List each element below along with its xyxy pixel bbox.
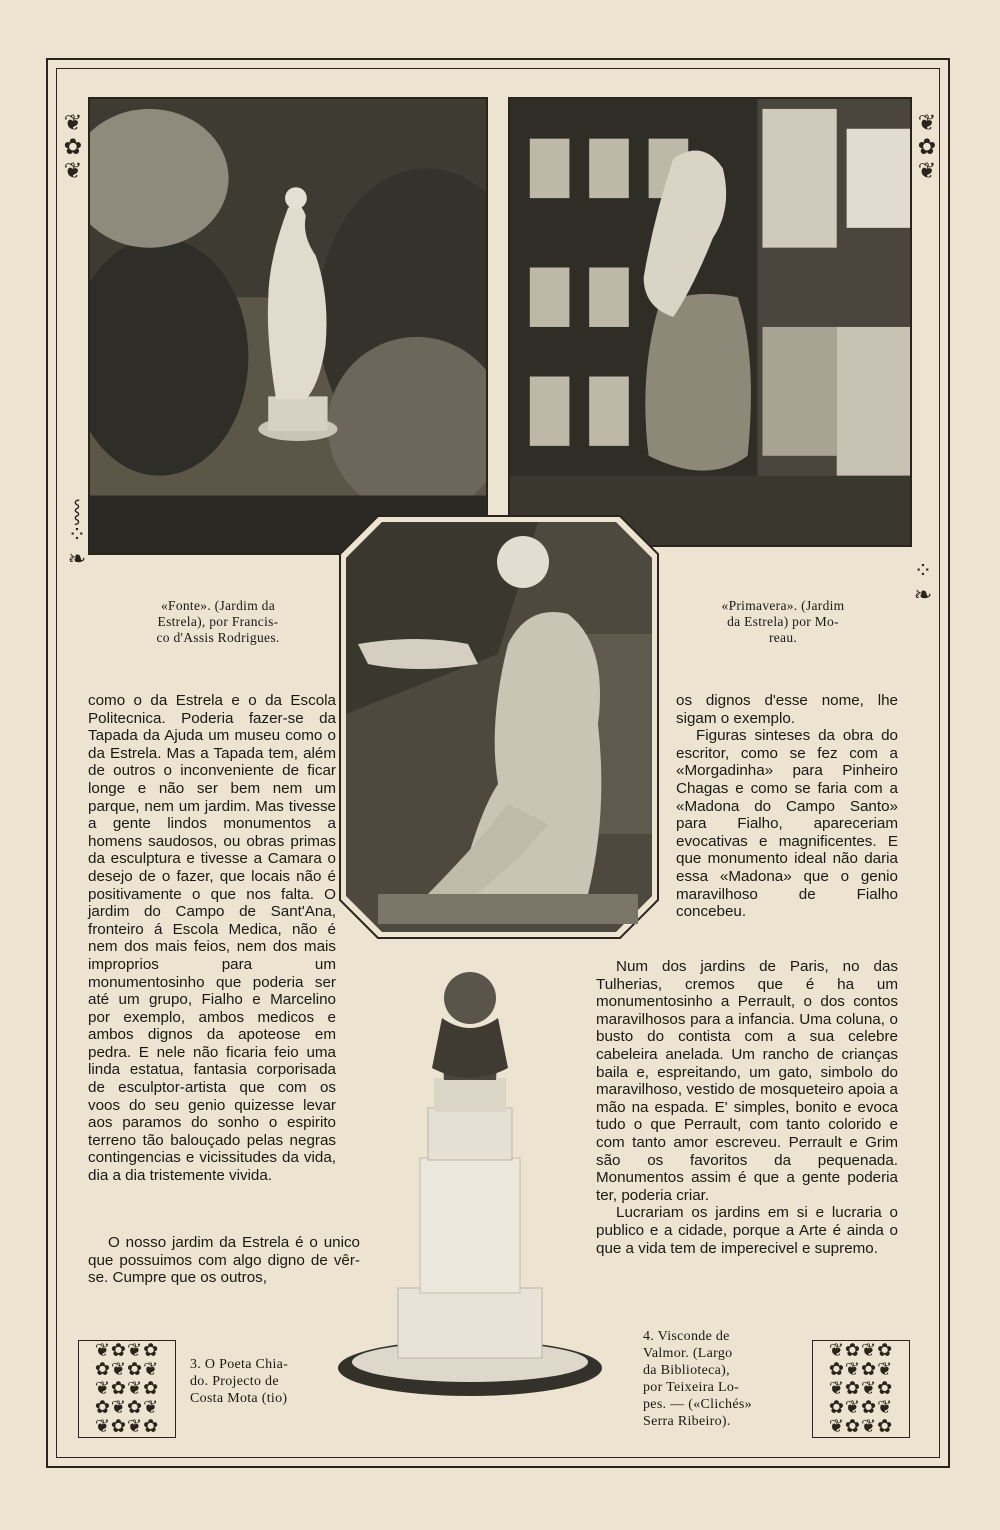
caption-line: Valmor. (Largo [643,1346,733,1361]
article-paragraph: Num dos jardins de Paris, no das Tulherias, cremos que é ha um monumentosinho a Perrault, o dos contos maravilhosos para a infancia. Uma coluna, o busto do contista com a sua celebre cabeleira anelada. Um rancho de crianças baila e, espreitando, um gato, simbolo do maravilhoso, vestido de mosqueteiro apoia a mão na espada. E' simples, bonito e evoca tudo o que Perrault, com tanto colorido e com tanto amor escreveu. Perrault e Grim são os favoritos da pequenada. Monumentos assim é que a gente poderia ter, poderia criar. [596,958,898,1204]
caption-primavera [678,598,888,646]
vine-ornament-icon: ⸾ ⁘ ❧ [67,499,87,572]
caption-valmor [643,1328,803,1430]
caption-line: do. Projecto de [190,1374,279,1389]
caption-line: Serra Ribeiro). [643,1414,731,1429]
caption-chiado [190,1356,325,1407]
caption-line: da Biblioteca), [643,1363,730,1378]
floral-ornament-icon: ❦ ✿ ❦ [63,111,83,184]
article-paragraph: como o da Estrela e o da Escola Politecnica. Poderia fazer-se da Tapada da Ajuda um museu como o da Estrela. Mas a Tapada tem, além de outros o inconveniente de ficar longe e não ser bem nem um parque, nem um jardim. Mas tivesse a gente lindos monumentos a homens saudosos, ou obras primas da esculptura e tivesse a Camara o desejo de o fazer, que locais não é positivamente o que nos falta. O jardim do Campo de Sant'Ana, fronteiro á Escola Medica, não é nem dos mais feios, nem dos mais improprios para um monumentosinho que poderia ser até um grupo, Fialho e Marcelino por exemplo, ambos medicos e ambos dignos da apoteose em pedra. E nele não ficaria feio uma linda estatua, fantasia corporisada de esculptor-artista que com os voos do seu genio quizesse levar aos paramos do sonho o espirito terreno tão balouçado pelas negras contingencias e vicissitudes da vida, dia a dia tristemente vivida. [88,692,336,1185]
caption-line: Costa Mota (tio) [190,1391,288,1406]
text-left-column-top [88,692,336,1185]
floral-ornament-icon: ❦ ✿ ❦ [917,111,937,184]
caption-line: reau. [768,630,798,645]
text-right-column-bottom [596,958,898,1257]
caption-line: pes. — («Clichés» [643,1397,752,1412]
caption-line: da Estrela) por Mo- [727,614,839,629]
article-paragraph: os dignos d'esse nome, lhe sigam o exemplo. [676,692,898,727]
statue-image [338,514,660,940]
vine-ornament-icon: ⁘ ❧ [913,559,933,608]
caption-fonte [118,598,318,646]
article-paragraph: O nosso jardim da Estrela é o unico que possuimos com algo digno de vêr-se. Cumpre que os outros, [88,1234,360,1287]
caption-line: «Fonte». (Jardim da [160,598,276,613]
monument-image [336,958,604,1398]
photo-chiado-statue [338,514,660,940]
caption-line: 3. O Poeta Chia- [190,1357,289,1372]
caption-line: Estrela), por Francis- [157,614,279,629]
caption-line: 4. Visconde de [643,1329,730,1344]
photo-valmor-monument [336,958,604,1398]
photo-primavera-statue [508,97,912,547]
text-left-column-bottom [88,1234,360,1287]
caption-line: «Primavera». (Jardim [721,598,845,613]
statue-image [510,99,910,545]
floral-tile-ornament-icon: ❦✿❦✿ ✿❦✿❦ ❦✿❦✿ ✿❦✿❦ ❦✿❦✿ [78,1340,176,1438]
photo-fonte-statue [88,97,488,555]
caption-line: por Teixeira Lo- [643,1380,740,1395]
floral-tile-ornament-icon: ❦✿❦✿ ✿❦✿❦ ❦✿❦✿ ✿❦✿❦ ❦✿❦✿ [812,1340,910,1438]
article-paragraph: Lucrariam os jardins em si e lucraria o publico e a cidade, porque a Arte é ainda o que a vida tem de imperecivel e supremo. [596,1204,898,1257]
statue-image [90,99,486,553]
text-right-column-top [676,692,898,921]
article-paragraph: Figuras sinteses da obra do escritor, como se fez com a «Morgadinha» para Pinheiro Chagas e como se faria com a «Madona do Campo Santo» para Fialho, apareceriam evocativas e magnificentes. E que monumento ideal não daria essa «Madona» que o genio maravilhoso de Fialho concebeu. [676,727,898,921]
caption-line: co d'Assis Rodrigues. [156,630,280,645]
